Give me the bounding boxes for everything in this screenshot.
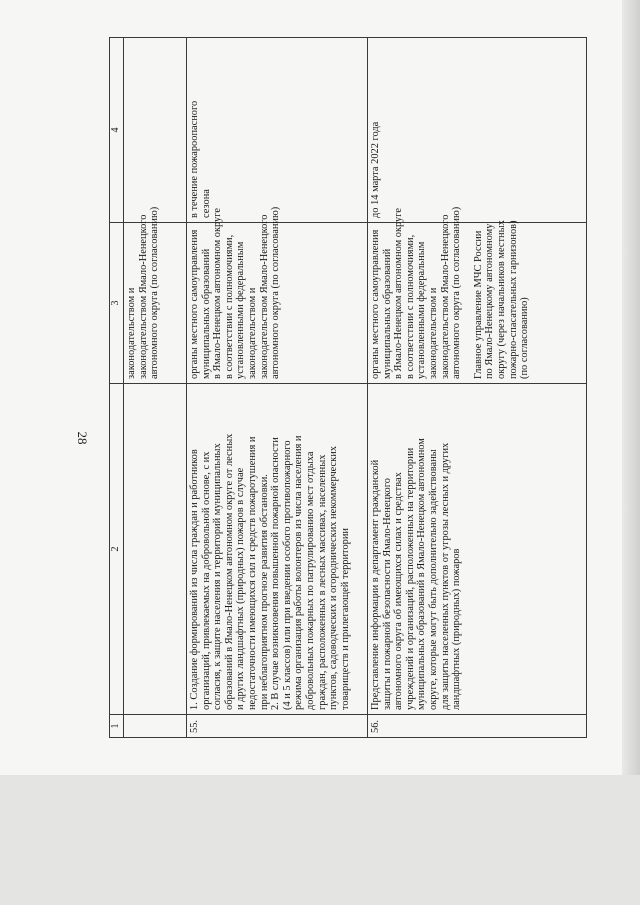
responsible-cell: [368, 206, 587, 384]
responsible-extra-line: (по согласованию): [519, 297, 531, 379]
measure-line: образований в Ямало-Ненецком автономном округе от лесных: [223, 433, 235, 710]
measure-line: режима организация работы волонтеров из числа населения и: [293, 435, 305, 710]
measure-line: пунктов, садоводческих и огороднических некоммерческих: [328, 446, 340, 710]
responsible-line: муниципальных образований: [381, 248, 393, 379]
responsible-line: законодательством Ямало-Ненецкого: [258, 214, 270, 379]
row-number: 55.: [187, 715, 368, 738]
responsible-line: в Ямало-Ненецком автономном округе: [212, 208, 224, 379]
responsible-line: органы местного самоуправления: [370, 229, 381, 379]
measure-line: 1. Создание формирований из числа граждан и работников: [189, 449, 200, 710]
responsible-line: муниципальных образований: [200, 248, 212, 379]
measure-line: защиты и пожарной безопасности Ямало-Ненецкого: [381, 478, 393, 710]
responsible-line: в соответствии с полномочиями,: [404, 234, 416, 379]
cont-num-cell: [124, 715, 187, 738]
cont-term-cell: [124, 38, 187, 223]
responsible-cell: [187, 206, 368, 384]
table-row-55: [187, 38, 368, 738]
rotated-table-container: [109, 42, 587, 738]
header-col-1: 1: [110, 715, 124, 738]
responsible-line: органы местного самоуправления: [189, 229, 200, 379]
term-cell: [187, 38, 368, 223]
term-line: до 14 марта 2022 года: [370, 121, 381, 218]
cont-line: автономного округа (по согласованию): [149, 206, 161, 379]
measure-line: муниципальных образований в Ямало-Ненецком автономном: [416, 438, 428, 710]
measure-line: недостаточности имеющихся сил и средств пожаротушения и: [246, 436, 258, 710]
responsible-line: законодательством и: [246, 287, 258, 379]
measure-line: (4 и 5 классов) или при введении особого противопожарного: [281, 440, 293, 710]
measure-line: для защиты населенных пунктов от угрозы лесных и других: [439, 442, 451, 710]
measure-line: товариществ и прилегающей территории: [339, 528, 351, 710]
row-number: 56.: [368, 715, 587, 738]
cont-responsible-cell: [124, 206, 187, 384]
measure-line: автономного округа об имеющихся силах и средствах: [393, 472, 405, 710]
measure-line: Представление информации в департамент гражданской: [370, 459, 381, 710]
responsible-extra-line: пожарно-спасательных гарнизонов): [507, 220, 519, 379]
term-line: сезона: [200, 189, 212, 218]
measures-table: [109, 37, 587, 738]
measure-line: при неблагоприятном прогнозе развития обстановки.: [258, 474, 270, 710]
measure-line: и других ландшафтных (природных) пожаров в случае: [235, 467, 247, 710]
term-line: в течение пожароопасного: [189, 100, 200, 218]
header-col-3: 3: [110, 223, 124, 384]
scan-edge-right: [622, 0, 640, 905]
measure-line: согласия, к защите населения и территорий муниципальных: [212, 443, 224, 710]
responsible-line: законодательством Ямало-Ненецкого: [439, 214, 451, 379]
responsible-extra-line: округу (через начальников местных: [495, 220, 507, 379]
cont-line: законодательством и: [126, 287, 137, 379]
responsible-line: автономного округа (по согласованию): [451, 206, 463, 379]
responsible-extra-line: по Ямало-Ненецкому автономному: [484, 223, 496, 379]
measure-line: учреждений и организаций, расположенных на территории: [404, 447, 416, 710]
table-row-56: [368, 38, 587, 738]
cont-line: законодательством Ямало-Ненецкого: [137, 214, 149, 379]
table-header-row: [110, 38, 124, 738]
responsible-line: установленными федеральным: [235, 241, 247, 379]
responsible-line: установленными федеральным: [416, 241, 428, 379]
scan-edge-bottom: [0, 775, 640, 905]
header-col-4: 4: [110, 38, 124, 223]
cont-measure-cell: [124, 384, 187, 715]
measure-line: ландшафтных (природных) пожаров: [451, 548, 463, 710]
measure-line: граждан, расположенных в лесных массивах, населенных: [316, 454, 328, 710]
term-cell: [368, 38, 587, 223]
responsible-extra-line: Главное управление МЧС России: [472, 230, 484, 379]
header-col-2: 2: [110, 384, 124, 715]
responsible-line: в Ямало-Ненецком автономном округе: [393, 208, 405, 379]
measure-line: округе, которые могут быть дополнительно задействованы: [427, 449, 439, 710]
responsible-line: законодательством и: [427, 287, 439, 379]
table-row-continuation: [124, 38, 187, 738]
paragraph-gap: [463, 227, 473, 379]
measure-cell: [187, 384, 368, 715]
measure-line: добровольных пожарных по патрулированию мест отдыха: [304, 451, 316, 710]
responsible-line: автономного округа (по согласованию): [270, 206, 282, 379]
measure-line: 2. В случае возникновения повышенной пожарной опасности: [270, 437, 282, 710]
responsible-line: в соответствии с полномочиями,: [223, 234, 235, 379]
measure-line: организаций, привлекаемых на добровольной основе, с их: [200, 451, 212, 710]
page-number: 28: [75, 431, 90, 445]
measure-cell: [368, 384, 587, 715]
